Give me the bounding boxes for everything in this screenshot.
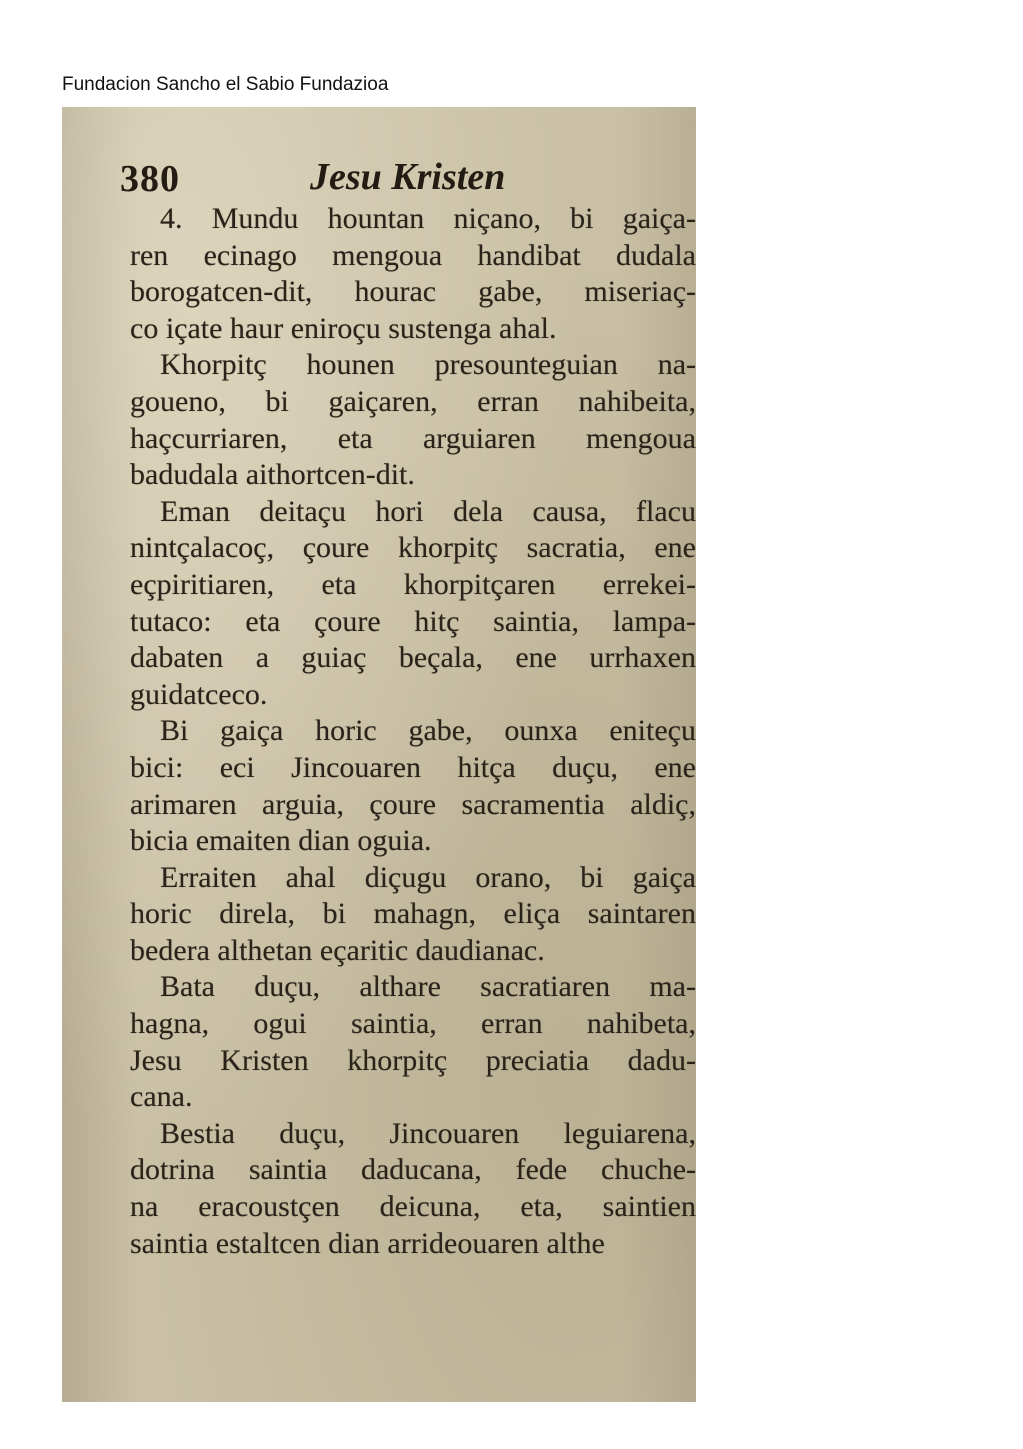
text-line: eçpiritiaren, eta khorpitçaren errekei- <box>130 567 696 601</box>
text-line: horic direla, bi mahagn, eliça saintaren <box>130 897 696 931</box>
body-text <box>130 201 696 1262</box>
paragraph <box>130 347 696 493</box>
text-line: na eracoustçen deicuna, eta, saintien <box>130 1190 696 1224</box>
page-number: 380 <box>120 158 180 200</box>
scanned-book-page <box>62 107 696 1402</box>
text-line: bici: eci Jincouaren hitça duçu, ene <box>130 750 696 784</box>
text-line: Bi gaiça horic gabe, ounxa eniteçu <box>160 714 696 748</box>
text-line: Jesu Kristen khorpitç preciatia dadu- <box>130 1043 696 1077</box>
paragraph <box>130 1116 696 1262</box>
text-line: saintia estaltcen dian arrideouaren althe <box>130 1226 605 1260</box>
running-title: Jesu Kristen <box>310 156 506 198</box>
text-line: co içate haur eniroçu sustenga ahal. <box>130 311 557 345</box>
paragraph <box>130 494 696 714</box>
text-line: Eman deitaçu hori dela causa, flacu <box>160 494 696 528</box>
text-line: dotrina saintia daducana, fede chuche- <box>130 1153 696 1187</box>
text-line: bedera althetan eçaritic daudianac. <box>130 933 545 967</box>
text-line: tutaco: eta çoure hitç saintia, lampa- <box>130 604 696 638</box>
text-line: goueno, bi gaiçaren, erran nahibeita, <box>130 384 696 418</box>
text-line: arimaren arguia, çoure sacramentia aldiç, <box>130 787 696 821</box>
archive-header: Fundacion Sancho el Sabio Fundazioa <box>62 74 389 95</box>
text-line: guidatceco. <box>130 677 268 711</box>
text-line: Bestia duçu, Jincouaren leguiarena, <box>160 1116 696 1150</box>
text-line: dabaten a guiaç beçala, ene urrhaxen <box>130 641 696 675</box>
text-line: Khorpitç hounen presounteguian na- <box>160 348 696 382</box>
text-line: bicia emaiten dian oguia. <box>130 824 432 858</box>
text-line: 4. Mundu hountan niçano, bi gaiça- <box>160 202 696 235</box>
text-line: Bata duçu, althare sacratiaren ma- <box>160 970 696 1004</box>
text-line: hagna, ogui saintia, erran nahibeta, <box>130 1007 696 1041</box>
paragraph <box>130 969 696 1115</box>
paragraph <box>130 713 696 859</box>
paragraph <box>130 201 696 347</box>
text-line: borogatcen-dit, hourac gabe, miseriaç- <box>130 275 696 309</box>
text-line: nintçalacoç, çoure khorpitç sacratia, ene <box>130 531 696 565</box>
text-line: Erraiten ahal diçugu orano, bi gaiça <box>160 860 696 894</box>
paragraph <box>130 860 696 970</box>
text-line: cana. <box>130 1080 193 1114</box>
text-line: ren ecinago mengoua handibat dudala <box>130 238 696 272</box>
text-line: haçcurriaren, eta arguiaren mengoua <box>130 421 696 455</box>
text-line: badudala aithortcen-dit. <box>130 458 415 492</box>
page-folio <box>120 156 696 200</box>
